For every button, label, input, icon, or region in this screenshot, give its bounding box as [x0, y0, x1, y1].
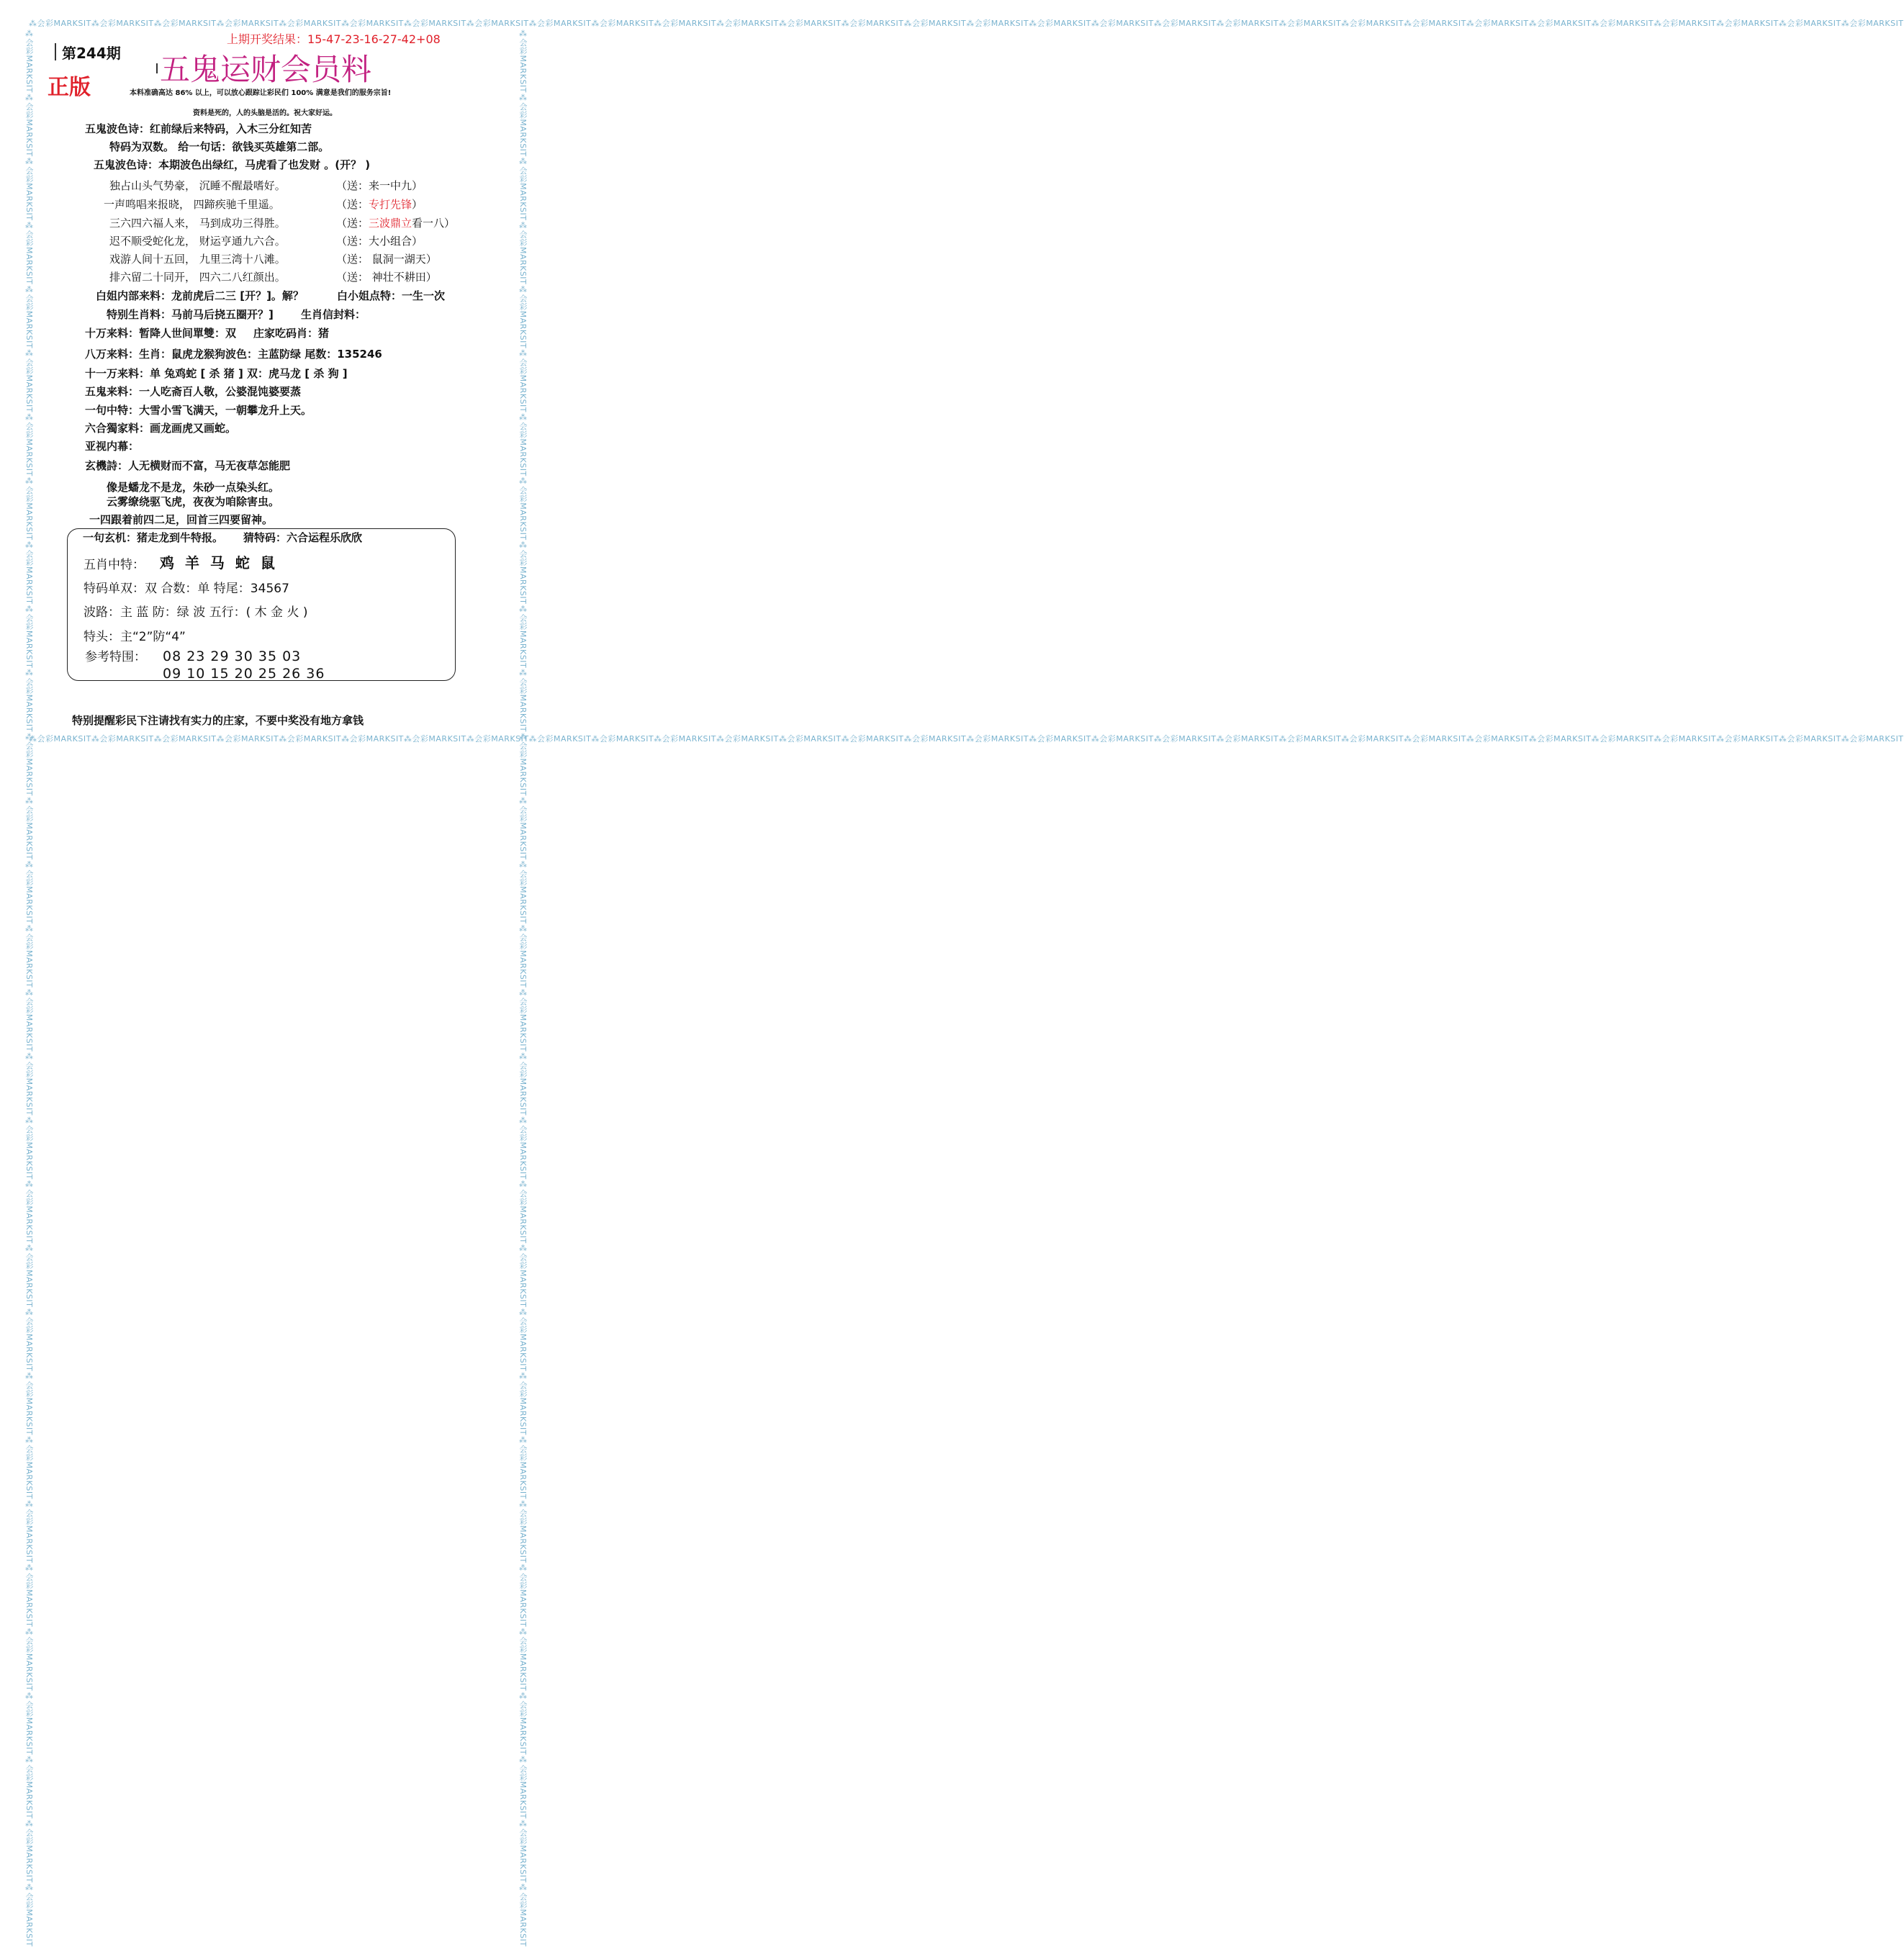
- gift-highlight: 专打先锋: [369, 198, 412, 211]
- slogan-line-1: 本料准确高达 86% 以上，可以放心跟踪让彩民们 100% 满意是我们的服务宗旨!: [130, 89, 392, 97]
- shiwan-info: 十万来料：暂降人世间單雙：双: [85, 327, 237, 340]
- footer-reminder: 特别提醒彩民下注请找有实力的庄家，不要中奖没有地方拿钱: [72, 714, 364, 727]
- special-zodiac: 特别生肖料：马前马后挠五圈开？]: [107, 308, 274, 321]
- gift-prefix: （送：: [336, 217, 369, 230]
- poem-verse-2: 一声鸣唱来报晓， 四蹄疾驰千里遥。: [104, 198, 280, 211]
- liuhe-info: 六合獨家料：画龙画虎又画蛇。: [85, 422, 237, 435]
- yashi-info: 亚视内幕：: [85, 440, 140, 453]
- gift-highlight: 三波鼎立: [369, 217, 412, 230]
- wugui-info: 五鬼来料：一人吃斋百人敬，公婆混饨婆要蒸: [85, 385, 302, 398]
- wave-line: 波路：主 蓝 防：绿 波 五行：( 木 金 火 ): [84, 605, 308, 620]
- xuanji-verse-2: 云雾缭绕驱飞虎，夜夜为咱除害虫。: [107, 495, 280, 508]
- poem-gift-3: [336, 215, 455, 230]
- last-result-numbers: 15-47-23-16-27-42+08: [307, 32, 441, 46]
- watermark-border-left: ⁂会彩MARKSIT⁂会彩MARKSIT⁂会彩MARKSIT⁂会彩MARKSIT⁂会彩MARKSIT⁂会彩MARKSIT⁂会彩MARKSIT⁂会彩MARKSIT⁂会彩MARKSIT⁂会彩MARKSIT⁂会彩MARKSIT⁂会彩MARKSIT⁂会彩MARKSIT⁂会彩MARKSIT⁂会彩MARKSIT⁂会彩MARKSIT⁂会彩MARKSIT⁂会彩MARKSIT⁂会彩MARKSIT⁂会彩MARKSIT⁂会彩MARKSIT⁂会彩MARKSIT⁂会彩MARKSIT⁂会彩MARKSIT⁂会彩MARKSIT⁂会彩MARKSIT⁂会彩MARKSIT⁂会彩MARKSIT⁂会彩MARKSIT⁂会彩MARKSIT: [24, 29, 34, 1947]
- poem-verse-4: 迟不顺受蛇化龙， 财运亨通九六合。: [109, 235, 286, 248]
- zodiac-letter: 生肖信封料：: [301, 308, 366, 321]
- issue-number: 第244期: [62, 45, 121, 62]
- box-riddle: 猜特码：六合运程乐欣欣: [243, 531, 363, 544]
- five-zodiac: 鸡 羊 马 蛇 鼠: [160, 554, 278, 572]
- xuanji-verse-3: 一四跟着前四二足，回首三四要留神。: [89, 513, 274, 526]
- poem-verse-1: 独占山头气势豪， 沉睡不醒最嗜好。: [109, 179, 286, 192]
- watermark-border-top: ⁂会彩MARKSIT⁂会彩MARKSIT⁂会彩MARKSIT⁂会彩MARKSIT⁂会彩MARKSIT⁂会彩MARKSIT⁂会彩MARKSIT⁂会彩MARKSIT⁂会彩MARKSIT⁂会彩MARKSIT⁂会彩MARKSIT⁂会彩MARKSIT⁂会彩MARKSIT⁂会彩MARKSIT⁂会彩MARKSIT⁂会彩MARKSIT⁂会彩MARKSIT⁂会彩MARKSIT⁂会彩MARKSIT⁂会彩MARKSIT⁂会彩MARKSIT⁂会彩MARKSIT⁂会彩MARKSIT⁂会彩MARKSIT⁂会彩MARKSIT⁂会彩MARKSIT⁂会彩MARKSIT⁂会彩MARKSIT⁂会彩MARKSIT⁂会彩MARKSIT: [29, 19, 1904, 28]
- xuanji-verse-1: 像是蟠龙不是龙，朱砂一点染头红。: [107, 481, 280, 494]
- poem-gift-4: （送：大小组合）: [336, 235, 423, 248]
- head-line: 特头：主“2”防“4”: [84, 630, 186, 644]
- poem-verse-3: 三六四六福人来， 马到成功三得胜。: [109, 217, 286, 230]
- genuine-stamp: 正版: [48, 75, 91, 100]
- wugui-color-poem-1: 五鬼波色诗：红前绿后来特码，入木三分红知苦: [85, 122, 312, 135]
- special-parity-line: 特码为双数。 给一句话：欲钱买英雄第二部。: [109, 140, 330, 153]
- five-zodiac-label: 五肖中特：: [84, 558, 145, 572]
- box-xuanji: 一句玄机：猪走龙到牛特报。: [83, 531, 224, 544]
- poem-gift-6: （送： 神壮不耕田）: [336, 271, 437, 284]
- bawan-info: 八万来料：生肖：鼠虎龙猴狗波色：主蓝防绿 尾数：135246: [85, 348, 382, 361]
- poem-gift-1: （送：来一中九）: [336, 179, 423, 192]
- gift-prefix: （送：: [336, 198, 369, 211]
- slogan-line-2: 资料是死的，人的头脑是活的。祝大家好运。: [193, 109, 337, 117]
- last-result-label: 上期开奖结果：: [227, 32, 308, 46]
- watermark-border-right: ⁂会彩MARKSIT⁂会彩MARKSIT⁂会彩MARKSIT⁂会彩MARKSIT⁂会彩MARKSIT⁂会彩MARKSIT⁂会彩MARKSIT⁂会彩MARKSIT⁂会彩MARKSIT⁂会彩MARKSIT⁂会彩MARKSIT⁂会彩MARKSIT⁂会彩MARKSIT⁂会彩MARKSIT⁂会彩MARKSIT⁂会彩MARKSIT⁂会彩MARKSIT⁂会彩MARKSIT⁂会彩MARKSIT⁂会彩MARKSIT⁂会彩MARKSIT⁂会彩MARKSIT⁂会彩MARKSIT⁂会彩MARKSIT⁂会彩MARKSIT⁂会彩MARKSIT⁂会彩MARKSIT⁂会彩MARKSIT⁂会彩MARKSIT⁂会彩MARKSIT: [518, 29, 528, 1947]
- reference-numbers-row-1: 08 23 29 30 35 03: [163, 649, 302, 664]
- poem-verse-6: 排六留二十同开， 四六二八红颜出。: [109, 271, 286, 284]
- odd-even-line: 特码单双：双 合数：单 特尾：34567: [84, 582, 289, 596]
- poem-verse-5: 戏游人间十五回， 九里三湾十八滩。: [109, 253, 286, 266]
- baijie-internal: 白姐内部来料：龙前虎后二三 [开？]。解？: [96, 289, 304, 302]
- gift-suffix: 看一八）: [412, 217, 456, 230]
- poem-gift-5: （送： 鼠洞一湖天）: [336, 253, 437, 266]
- shiyiwan-info: 十一万来料：单 兔鸡蛇 [ 杀 猪 ] 双：虎马龙 [ 杀 狗 ]: [85, 367, 348, 380]
- page-title: 五鬼运财会员料: [160, 52, 372, 87]
- watermark-border-bottom: ⁂会彩MARKSIT⁂会彩MARKSIT⁂会彩MARKSIT⁂会彩MARKSIT⁂会彩MARKSIT⁂会彩MARKSIT⁂会彩MARKSIT⁂会彩MARKSIT⁂会彩MARKSIT⁂会彩MARKSIT⁂会彩MARKSIT⁂会彩MARKSIT⁂会彩MARKSIT⁂会彩MARKSIT⁂会彩MARKSIT⁂会彩MARKSIT⁂会彩MARKSIT⁂会彩MARKSIT⁂会彩MARKSIT⁂会彩MARKSIT⁂会彩MARKSIT⁂会彩MARKSIT⁂会彩MARKSIT⁂会彩MARKSIT⁂会彩MARKSIT⁂会彩MARKSIT⁂会彩MARKSIT⁂会彩MARKSIT⁂会彩MARKSIT⁂会彩MARKSIT: [29, 734, 1904, 744]
- reference-numbers-row-2: 09 10 15 20 25 26 36: [163, 666, 325, 682]
- issue-divider: [55, 43, 56, 60]
- reference-label: 参考特围：: [85, 650, 146, 664]
- title-divider: [156, 63, 158, 73]
- baixiaojie-special: 白小姐点特：一生一次: [337, 289, 446, 302]
- xuanji-poem: 玄機詩：人无横财而不富，马无夜草怎能肥: [85, 459, 291, 472]
- last-result: [227, 30, 441, 47]
- gift-suffix: ）: [412, 198, 423, 211]
- wugui-color-poem-2: 五鬼波色诗：本期波色出绿红，马虎看了也发财 。(开？ ): [94, 158, 371, 171]
- poem-gift-2: [336, 196, 423, 212]
- dealer-eats: 庄家吃码肖：猪: [253, 327, 330, 340]
- yiju-info: 一句中特：大雪小雪飞满天，一朝攀龙升上天。: [85, 404, 312, 417]
